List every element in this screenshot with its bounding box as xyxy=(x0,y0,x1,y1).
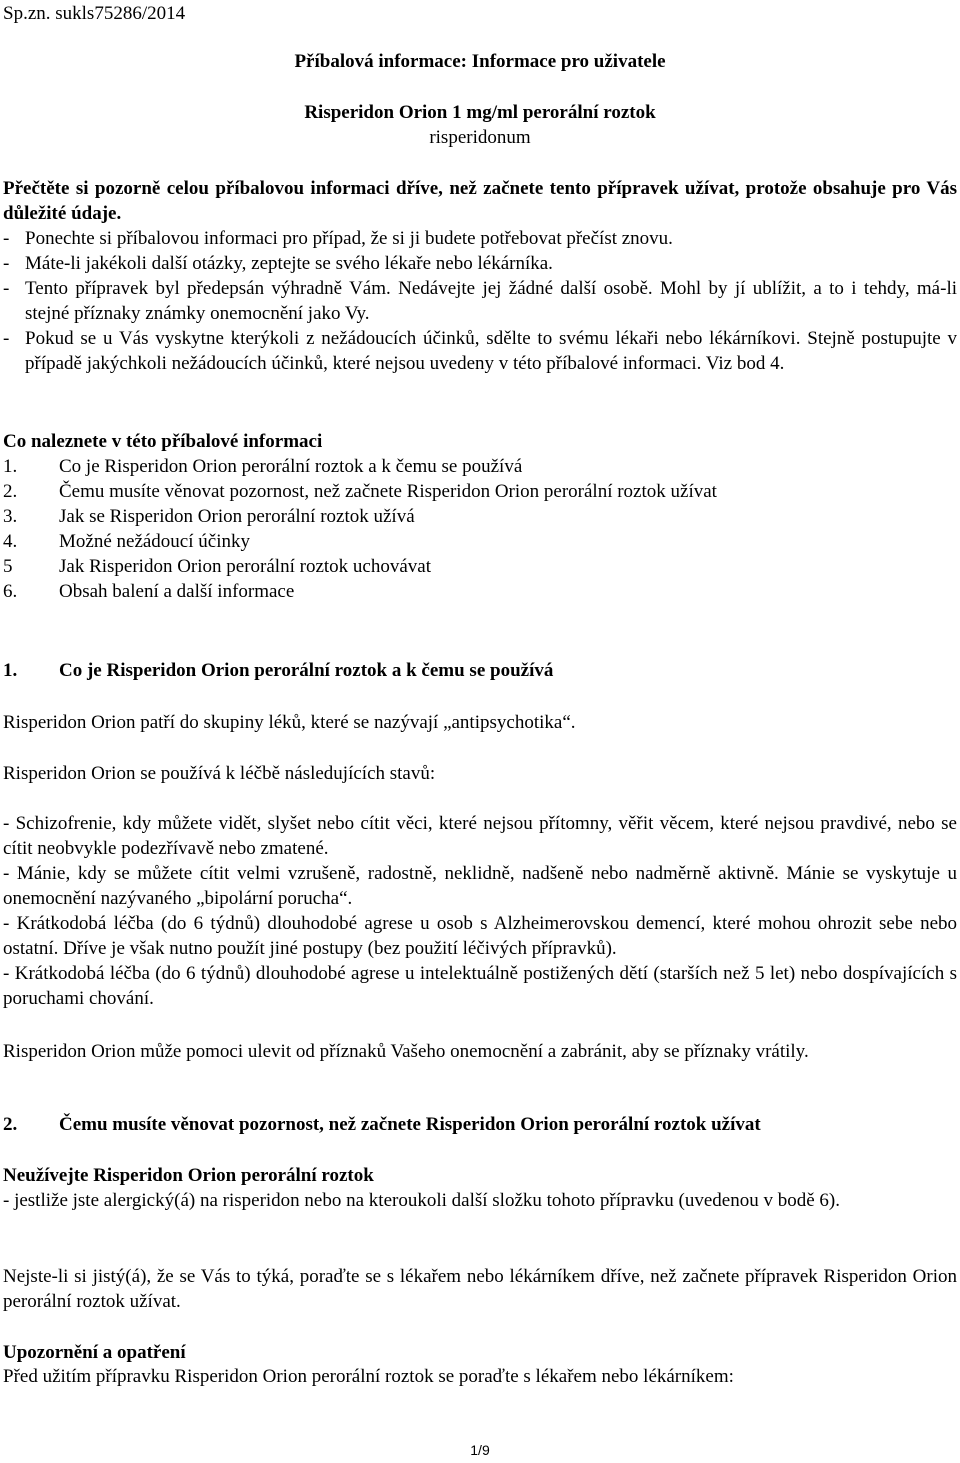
indication-item: - Krátkodobá léčba (do 6 týdnů) dlouhodobé agrese u intelektuálně postižených dětí (starších než 5 let) nebo dospívajících s poruchami chování. xyxy=(3,963,957,1009)
reference-number: Sp.zn. sukls75286/2014 xyxy=(3,3,186,24)
intro-list xyxy=(3,226,957,376)
section-1-paragraph: Risperidon Orion se používá k léčbě následujících stavů: xyxy=(3,763,436,784)
product-name: Risperidon Orion 1 mg/ml perorální roztok xyxy=(304,102,656,123)
toc-item: 3. Jak se Risperidon Orion perorální roztok užívá xyxy=(3,506,415,527)
section-2-subheading: Neužívejte Risperidon Orion perorální roztok xyxy=(3,1165,374,1186)
section-1-heading: 1. Co je Risperidon Orion perorální roztok a k čemu se používá xyxy=(3,660,554,681)
toc-list xyxy=(3,454,957,604)
page-number: 1/9 xyxy=(470,1442,490,1458)
active-substance: risperidonum xyxy=(429,127,531,148)
intro-list-item: - Máte-li jakékoli další otázky, zeptejte se svého lékaře nebo lékárníka. xyxy=(3,253,553,274)
toc-heading: Co naleznete v této příbalové informaci xyxy=(3,431,323,452)
intro-warning: Přečtěte si pozorně celou příbalovou informaci dříve, než začnete tento přípravek užívat, protože obsahuje pro Vás důležité údaje. xyxy=(3,178,957,224)
section-2-subheading: Upozornění a opatření xyxy=(3,1342,186,1363)
section-2-contraindication: - jestliže jste alergický(á) na risperidon nebo na kteroukoli další složku tohoto přípravku (uvedenou v bodě 6). xyxy=(3,1190,841,1211)
toc-item: 2. Čemu musíte věnovat pozornost, než začnete Risperidon Orion perorální roztok užívat xyxy=(3,481,717,502)
section-1-bullets xyxy=(3,811,957,1011)
section-1-paragraph: Risperidon Orion patří do skupiny léků, které se nazývají „antipsychotika“. xyxy=(3,712,576,733)
document-title: Příbalová informace: Informace pro uživatele xyxy=(294,51,666,72)
toc-item: 6. Obsah balení a další informace xyxy=(3,581,295,602)
toc-item: 4. Možné nežádoucí účinky xyxy=(3,531,250,552)
section-1-paragraph: Risperidon Orion může pomoci ulevit od příznaků Vašeho onemocnění a zabránit, aby se příznaky vrátily. xyxy=(3,1041,809,1062)
indication-item: - Mánie, kdy se můžete cítit velmi vzrušeně, radostně, neklidně, nadšeně nebo nadměrně aktivně. Mánie se vyskytuje u onemocnění nazývaného „bipolární porucha“. xyxy=(3,863,957,909)
section-2-heading: 2. Čemu musíte věnovat pozornost, než začnete Risperidon Orion perorální roztok užívat xyxy=(3,1114,761,1135)
toc-item: 5 Jak Risperidon Orion perorální roztok uchovávat xyxy=(3,556,431,577)
section-2-paragraph: Před užitím přípravku Risperidon Orion perorální roztok se poraďte s lékařem nebo lékárníkem: xyxy=(3,1366,734,1387)
indication-item: - Schizofrenie, kdy můžete vidět, slyšet nebo cítit věci, které nejsou přítomny, věřit věcem, které nejsou pravdivé, nebo se cítit neobvykle podezřívavě nebo zmatené. xyxy=(3,813,957,859)
toc-item: 1. Co je Risperidon Orion perorální roztok a k čemu se používá xyxy=(3,456,523,477)
intro-list-item: - Tento přípravek byl předepsán výhradně Vám. Nedávejte jej žádné další osobě. Mohl by jí ublížit, a to i tehdy, má-li stejné příznaky známky onemocnění jako Vy. xyxy=(3,278,957,324)
intro-list-item: - Pokud se u Vás vyskytne kterýkoli z nežádoucích účinků, sdělte to svému lékaři nebo lékárníkovi. Stejně postupujte v případě jakýchkoli nežádoucích účinků, které nejsou uvedeny v této příbalové informaci. Viz bod 4. xyxy=(3,328,957,374)
section-2-paragraph: Nejste-li si jistý(á), že se Vás to týká, poraďte se s lékařem nebo lékárníkem dříve, než začnete přípravek Risperidon Orion perorální roztok užívat. xyxy=(3,1266,957,1312)
indication-item: - Krátkodobá léčba (do 6 týdnů) dlouhodobé agrese u osob s Alzheimerovskou demencí, které mohou ohrozit sebe nebo ostatní. Dříve je však nutno použít jiné postupy (bez použití léčivých přípravků). xyxy=(3,913,957,959)
intro-list-item: - Ponechte si příbalovou informaci pro případ, že si ji budete potřebovat přečíst znovu. xyxy=(3,228,673,249)
